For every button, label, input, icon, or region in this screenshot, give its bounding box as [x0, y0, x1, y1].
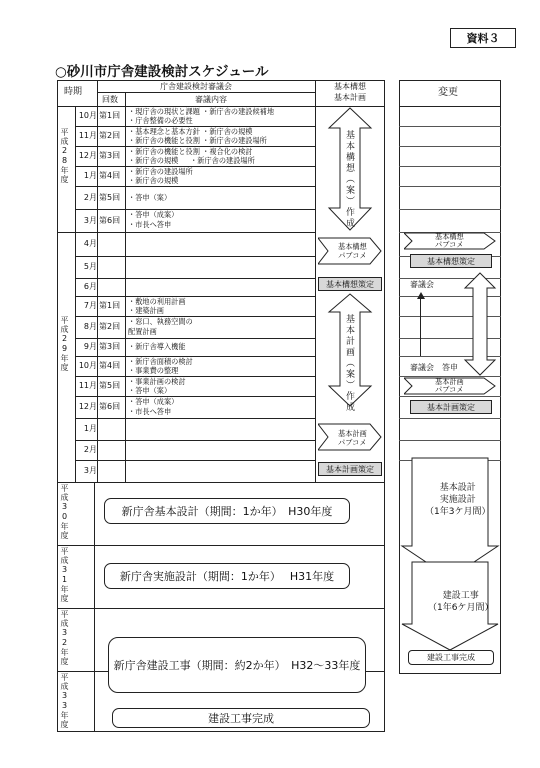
row-month: 1月: [83, 171, 97, 180]
row-month: 3月: [83, 466, 97, 475]
right-kousou-pub-label: 基本構想 パブコメ: [435, 232, 464, 249]
year-h28: 平成28年度: [60, 128, 69, 184]
keikaku-arrow-label: 基本計画（案）作成: [344, 314, 354, 413]
right-keikaku-fix: 基本計画策定: [410, 400, 492, 414]
row-month: 2月: [83, 445, 97, 454]
header-change: 変更: [438, 87, 458, 98]
row-content-2: ・事業費の整理: [128, 365, 179, 375]
row-month: 7月: [83, 301, 97, 310]
keikaku-pub-label: 基本計画 パブコメ: [338, 429, 367, 447]
row-session: 第2回: [99, 322, 121, 331]
row-month: 1月: [83, 424, 97, 433]
row-session: 第3回: [99, 151, 121, 160]
phase-completion: 建設工事完成: [112, 708, 370, 728]
keikaku-fix-box: 基本計画策定: [318, 462, 382, 476]
year-h30: 平成30年度: [60, 484, 69, 540]
row-session: 第1回: [99, 111, 121, 120]
row-content-1: ・答申（成案）: [128, 396, 179, 406]
right-kousou-fix: 基本構想策定: [410, 254, 492, 268]
year-h31: 平成31年度: [60, 547, 69, 603]
row-month: 10月: [78, 111, 97, 120]
row-session: 第4回: [99, 361, 121, 370]
year-h32: 平成32年度: [60, 610, 69, 666]
row-session: 第4回: [99, 171, 121, 180]
row-session: 第5回: [99, 381, 121, 390]
row-month: 10月: [78, 361, 97, 370]
row-month: 2月: [83, 192, 97, 202]
header-num: 回数: [102, 95, 118, 104]
right-council-label: 審議会: [410, 280, 434, 289]
kousou-fix-box: 基本構想策定: [318, 277, 382, 291]
row-month: 12月: [78, 402, 97, 411]
row-content-2: ・庁舎整備の必要性: [128, 115, 193, 125]
row-content-1: ・新庁舎の機能と役割 ・複合化の検討: [128, 146, 253, 156]
row-content-2: ・市長へ答申: [128, 406, 172, 416]
row-session: 第2回: [99, 131, 121, 140]
row-content-1: ・基本理念と基本方針 ・新庁舎の規模: [128, 126, 253, 136]
row-session: 第6回: [99, 215, 121, 225]
header-period: 時期: [64, 87, 83, 97]
phase-exec-design: 新庁舎実施設計（期間：1か年） H31年度: [104, 563, 350, 589]
row-content-2: ・新庁舎の機能と役割 ・新庁舎の建設場所: [128, 135, 267, 145]
right-done-box: 建設工事完成: [408, 650, 494, 665]
kousou-arrow-label: 基本構想（案）作成: [344, 130, 354, 229]
row-content-1: ・答申（成案）: [128, 209, 179, 219]
year-h33: 平成33年度: [60, 673, 69, 729]
row-month: 8月: [83, 322, 97, 331]
row-month: 5月: [83, 262, 97, 271]
page-title: ○砂川市庁舎建設検討スケジュール: [55, 64, 269, 80]
row-session: 第3回: [99, 342, 121, 351]
row-month: 11月: [78, 131, 97, 140]
header-plan1: 基本構想: [334, 82, 366, 91]
row-month: 3月: [83, 215, 97, 225]
kousou-pub-label: 基本構想 パブコメ: [338, 242, 367, 260]
document-label-box: [450, 28, 516, 48]
row-content-1: ・新庁舎導入機能: [128, 342, 186, 351]
row-content-1: ・答申（案）: [128, 192, 172, 202]
year-h29: 平成29年度: [60, 316, 69, 372]
row-content-1: ・窓口、執務空間の: [128, 316, 193, 326]
row-session: 第6回: [99, 402, 121, 411]
row-content-2: 配置計画: [128, 326, 157, 336]
document-label: 資料３: [466, 32, 500, 45]
right-council-line: [420, 296, 421, 356]
row-content-2: ・新庁舎の規模 ・新庁舎の建設場所: [128, 155, 255, 165]
row-month: 6月: [83, 282, 97, 291]
right-design-label: 基本設計 実施設計 （1年3ケ月間）: [425, 483, 491, 518]
row-content-1: ・新庁舎の建設場所: [128, 166, 193, 176]
header-council: 庁舎建設検討審議会: [160, 82, 232, 91]
row-month: 11月: [78, 381, 97, 390]
row-content-1: ・新庁舎面積の検討: [128, 356, 193, 366]
right-keikaku-pub-label: 基本計画 パブコメ: [435, 377, 464, 394]
right-keikaku-arrow: [463, 272, 497, 376]
phase-construction: 新庁舎建設工事（期間：約2か年） H32～33年度: [108, 637, 366, 693]
row-session: 第5回: [99, 192, 121, 202]
row-content-2: ・市長へ答申: [128, 220, 172, 229]
row-month: 4月: [83, 239, 97, 248]
right-council-answer: 審議会 答申: [410, 363, 458, 372]
phase-basic-design: 新庁舎基本設計（期間：1か年） H30年度: [104, 498, 350, 524]
row-content-2: ・新庁舎の規模: [128, 175, 179, 185]
header-content: 審議内容: [195, 95, 227, 104]
row-content-1: ・事業計画の検討: [128, 376, 186, 386]
right-build-label: 建設工事 （1年6ケ月間）: [428, 591, 494, 614]
row-content-2: ・建築計画: [128, 305, 164, 315]
row-content-2: ・答申（案）: [128, 385, 172, 395]
row-content-1: ・敷地の利用計画: [128, 296, 186, 306]
row-month: 12月: [78, 151, 97, 160]
row-month: 9月: [83, 342, 97, 351]
row-content-1: ・現庁舎の現状と課題 ・新庁舎の建設候補地: [128, 106, 275, 116]
header-plan2: 基本計画: [334, 93, 366, 102]
row-session: 第1回: [99, 301, 121, 310]
